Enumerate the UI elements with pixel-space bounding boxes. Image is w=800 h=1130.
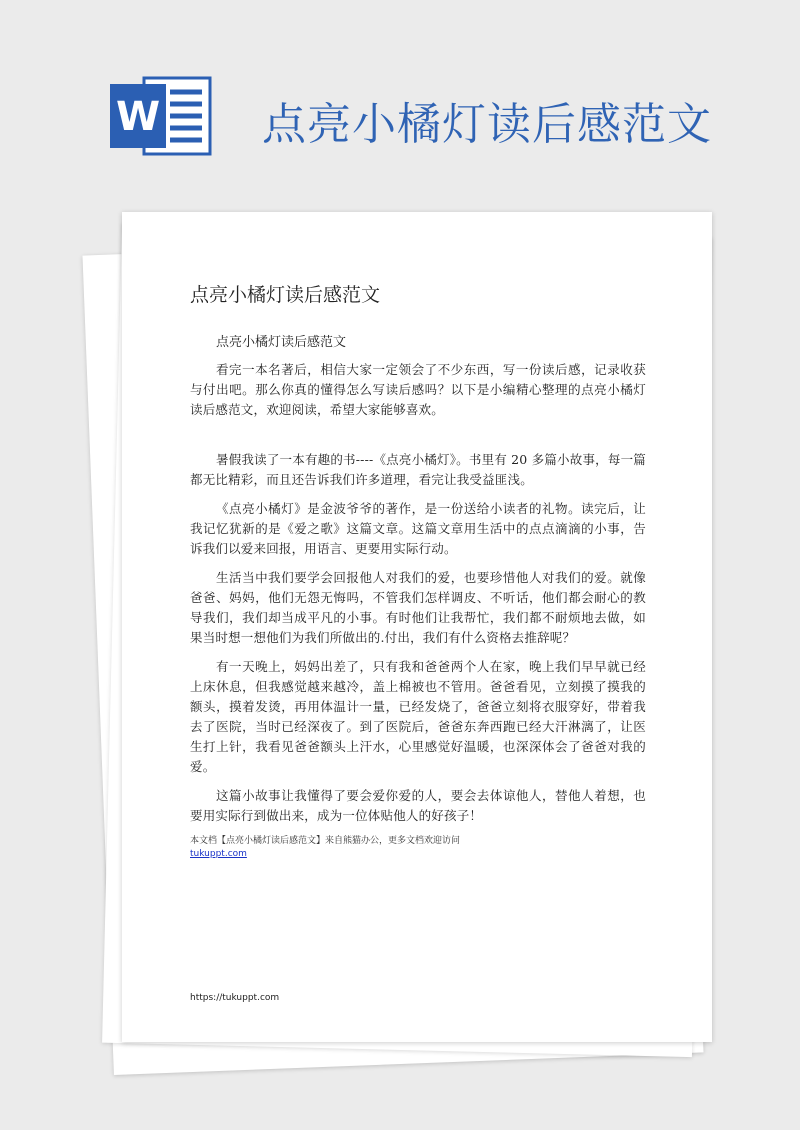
paragraph: 《点亮小橘灯》是金波爷爷的著作，是一份送给小读者的礼物。读完后，让我记忆犹新的是《爱之歌》这篇文章。这篇文章用生活中的点点滴滴的小事，告诉我们以爱来回报，用语言、更要用实际行动。 bbox=[190, 501, 646, 556]
footer-url: https://tukuppt.com bbox=[190, 993, 280, 1003]
document-title: 点亮小橘灯读后感范文 bbox=[190, 284, 381, 306]
word-logo-letter: W bbox=[115, 94, 161, 140]
paragraph: 生活当中我们要学会回报他人对我们的爱，也要珍惜他人对我们的爱。就像爸爸、妈妈，他们无怨无悔吗，不管我们怎样调皮、不听话，他们都会耐心的教导我们，我们却当成平凡的小事。有时他们让我帮忙，我们都不耐烦地去做，如果当时想一想他们为我们所做出的.付出，我们有什么资格去推辞呢？ bbox=[190, 570, 646, 645]
word-document-icon bbox=[108, 70, 212, 162]
source-note: 本文档【点亮小橘灯读后感范文】来自熊猫办公，更多文档欢迎访问 bbox=[190, 836, 461, 846]
source-link[interactable]: tukuppt.com bbox=[190, 849, 247, 859]
paragraph: 暑假我读了一本有趣的书----《点亮小橘灯》。书里有 20 多篇小故事，每一篇都无比精彩，而且还告诉我们许多道理，看完让我受益匪浅。 bbox=[190, 452, 646, 487]
paragraph: 有一天晚上，妈妈出差了，只有我和爸爸两个人在家，晚上我们早早就已经上床休息，但我感觉越来越冷，盖上棉被也不管用。爸爸看见，立刻摸了摸我的额头，摸着发烫，再用体温计一量，已经发烧了，爸爸立刻将衣服穿好，带着我去了医院，当时已经深夜了。到了医院后，爸爸东奔西跑已经大汗淋漓了，让医生打上针，我看见爸爸额头上汗水，心里感觉好温暖，也深深体会了爸爸对我的爱。 bbox=[190, 659, 646, 774]
paragraph: 这篇小故事让我懂得了要会爱你爱的人，要会去体谅他人，替他人着想，也要用实际行到做出来，成为一位体贴他人的好孩子！ bbox=[190, 788, 646, 823]
document-subtitle: 点亮小橘灯读后感范文 bbox=[216, 335, 347, 350]
paragraph: 看完一本名著后，相信大家一定领会了不少东西，写一份读后感，记录收获与付出吧。那么你真的懂得怎么写读后感吗？以下是小编精心整理的点亮小橘灯读后感范文，欢迎阅读，希望大家能够喜欢。 bbox=[190, 362, 646, 417]
banner-title: 点亮小橘灯读后感范文 bbox=[262, 99, 712, 150]
document-body bbox=[190, 280, 646, 861]
